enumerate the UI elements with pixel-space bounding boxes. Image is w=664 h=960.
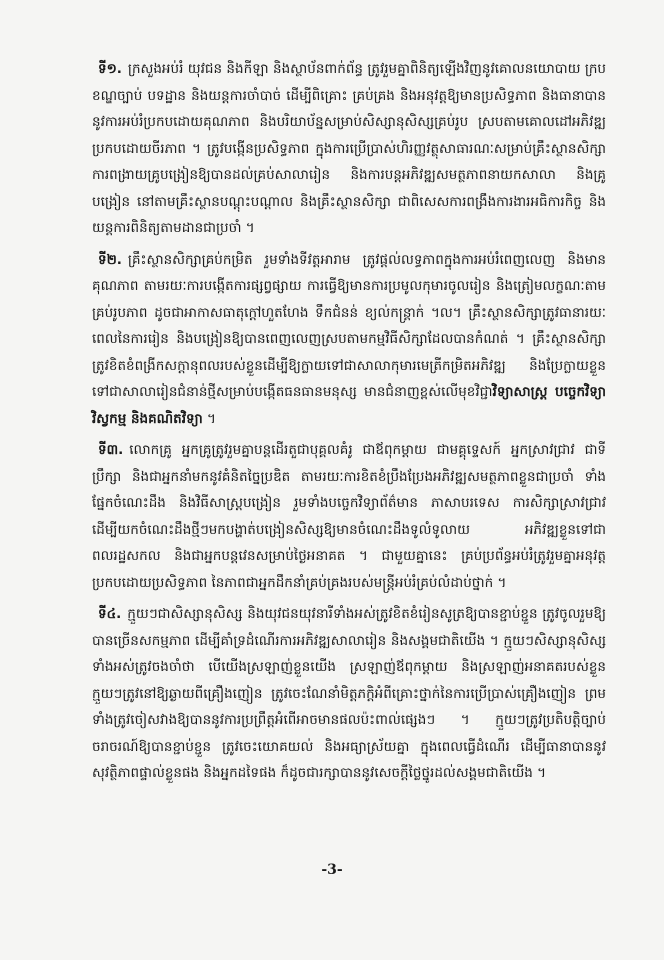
paragraph-text: ក្រសួងអប់រំ យុវជន និងកីឡា និងស្ថាប័នពាក់ព័ន្ធ ត្រូវរួមគ្នាពិនិត្យឡើងវិញនូវគោលនយោបាយ ក្របខណ្ឌច្បាប់ បទដ្ឋាន និងយន្តការចាំបាច់ ដើម្បីពិគ្រោះ គ្រប់គ្រង និងអនុវត្តឱ្យមានប្រសិទ្ធភាព និងធានាបាននូវការអប់រំប្រកបដោយគុណភាព និងបរិយាប័ន្នសម្រាប់សិស្សានុសិស្សគ្រប់រូប ស្របតាមគោលដៅអភិវឌ្ឍប្រកបដោយចីរភាព ។ ត្រូវបង្កើនប្រសិទ្ធភាព ក្នុងការប្រើប្រាស់ហិរញ្ញវត្ថុសាធារណៈសម្រាប់គ្រឹះស្ថានសិក្សា ការពង្រាយគ្រូបង្រៀនឱ្យបានដល់គ្រប់សាលារៀន និងការបន្តអភិវឌ្ឍសមត្ថភាពនាយកសាលា និងគ្រូបង្រៀន នៅតាមគ្រឹះស្ថានបណ្តុះបណ្តាល និងគ្រឹះស្ថានសិក្សា ជាពិសេសការពង្រឹងការងារអធិការកិច្ច និងយន្តការពិនិត្យតាមដានជាប្រចាំ ។ — [92, 61, 606, 236]
paragraph-3 — [92, 437, 606, 596]
paragraph-2 — [92, 247, 606, 433]
paragraph-text: លោកគ្រូ អ្នកគ្រូត្រូវរួមគ្នាបន្តដើរតួជាបុគ្គលគំរូ ជាឪពុកម្តាយ ជាមគ្គុទ្ទេសក៍ អ្នកស្រាវជ្រាវ ជាទីប្រឹក្សា និងជាអ្នកនាំមកនូវគំនិតច្នៃប្រឌិត តាមរយៈការខិតខំប្រឹងប្រែងអភិវឌ្ឍសមត្ថភាពខ្លួនជាប្រចាំ ទាំងផ្នែកចំណេះដឹង និងវិធីសាស្ត្របង្រៀន រួមទាំងបច្ចេកវិទ្យាព័ត៌មាន ភាសាបរទេស ការសិក្សាស្រាវជ្រាវ ដើម្បីយកចំណេះដឹងថ្មីៗមកបង្ហាត់បង្រៀនសិស្សឱ្យមានចំណេះដឹងទូលំទូលាយ អភិវឌ្ឍខ្លួនទៅជាពលរដ្ឋសកល និងជាអ្នកបន្តវេនសម្រាប់ថ្ងៃអនាគត ។ ជាមួយគ្នានេះ គ្រប់ប្រព័ន្ធអប់រំត្រូវរួមគ្នាអនុវត្ត ប្រកបដោយប្រសិទ្ធភាព នៃភាពជាអ្នកដឹកនាំគ្រប់គ្រងរបស់មន្ត្រីអប់រំគ្រប់លំដាប់ថ្នាក់ ។ — [92, 442, 606, 591]
paragraph-end: ។ — [202, 410, 216, 427]
paragraph-1 — [92, 56, 606, 242]
paragraph-text: គ្រឹះស្ថានសិក្សាគ្រប់កម្រិត រួមទាំងទីវត្តអារាម ត្រូវផ្តល់លទ្ធភាពក្នុងការអប់រំពេញលេញ និងមានគុណភាព តាមរយៈការបង្កើតការផ្សព្វផ្សាយ ការធ្វើឱ្យមានការប្រមូលកុមារចូលរៀន និងត្រៀមលក្ខណៈតាមគ្រប់រូបភាព ដូចជាអាកាសធាតុក្តៅហួតហែង ទឹកជំនន់ ខ្យល់កន្ត្រាក់ ។ល។ គ្រឹះស្ថានសិក្សាត្រូវធានារយៈពេលនៃការរៀន និងបង្រៀនឱ្យបានពេញលេញស្របតាមកម្មវិធីសិក្សាដែលបានកំណត់ ។ គ្រឹះស្ថានសិក្សាត្រូវខិតខំពង្រីកសក្តានុពលរបស់ខ្លួនដើម្បីឱ្យក្លាយទៅជាសាលាកុមារមេត្រីកម្រិតអភិវឌ្ឍ និងប្រែក្លាយខ្លួនទៅជាសាលារៀនជំនាន់ថ្មីសម្រាប់បង្កើតធនធានមនុស្ស មានជំនាញខ្ពស់លើមុខវិជ្ជា — [92, 251, 606, 400]
paragraph-number: ទី១. — [98, 61, 122, 77]
page-number: -3- — [321, 862, 343, 878]
paragraph-4 — [92, 601, 606, 787]
paragraph-bold-text: វិទ្យាសាស្ត្រ បច្ចេកវិទ្យា វិស្វកម្ម និងគណិតវិទ្យា — [92, 384, 606, 427]
paragraph-number: ទី៤. — [98, 606, 122, 622]
paragraph-number: ទី២. — [98, 251, 122, 268]
paragraph-text: ក្មួយៗជាសិស្សានុសិស្ស និងយុវជនយុវនារីទាំងអស់ត្រូវខិតខំរៀនសូត្រឱ្យបានខ្ជាប់ខ្ជួន ត្រូវចូលរួមឱ្យបានច្រើនសកម្មភាព ដើម្បីគាំទ្រដំណើរការអភិវឌ្ឍសាលារៀន និងសង្គមជាតិយើង ។ ក្មួយៗសិស្សានុសិស្សទាំងអស់ត្រូវចងចាំថា បើយើងស្រឡាញ់ខ្លួនយើង ស្រឡាញ់ឪពុកម្តាយ និងស្រឡាញ់អនាគតរបស់ខ្លួន ក្មួយៗត្រូវនៅឱ្យឆ្ងាយពីគ្រឿងញៀន ត្រូវចេះណែនាំមិត្តភក្តិអំពីគ្រោះថ្នាក់នៃការប្រើប្រាស់គ្រឿងញៀន ព្រមទាំងត្រូវចៀសវាងឱ្យបាននូវការប្រព្រឹត្តអំពើអាចមានផលប៉ះពាល់ផ្សេងៗ ។ ក្មួយៗត្រូវប្រតិបត្តិច្បាប់ចរាចរណ៍ឱ្យបានខ្ជាប់ខ្ជួន ត្រូវចេះយោគយល់ និងអធ្យាស្រ័យគ្នា ក្នុងពេលធ្វើដំណើរ ដើម្បីធានាបាននូវសុវត្ថិភាពផ្ទាល់ខ្លួនផង និងអ្នកដទៃផង ក៏ដូចជារក្សាបាននូវសេចក្តីថ្លៃថ្នូរដល់សង្គមជាតិយើង ។ — [92, 606, 606, 781]
paragraph-number: ទី៣. — [98, 442, 124, 458]
